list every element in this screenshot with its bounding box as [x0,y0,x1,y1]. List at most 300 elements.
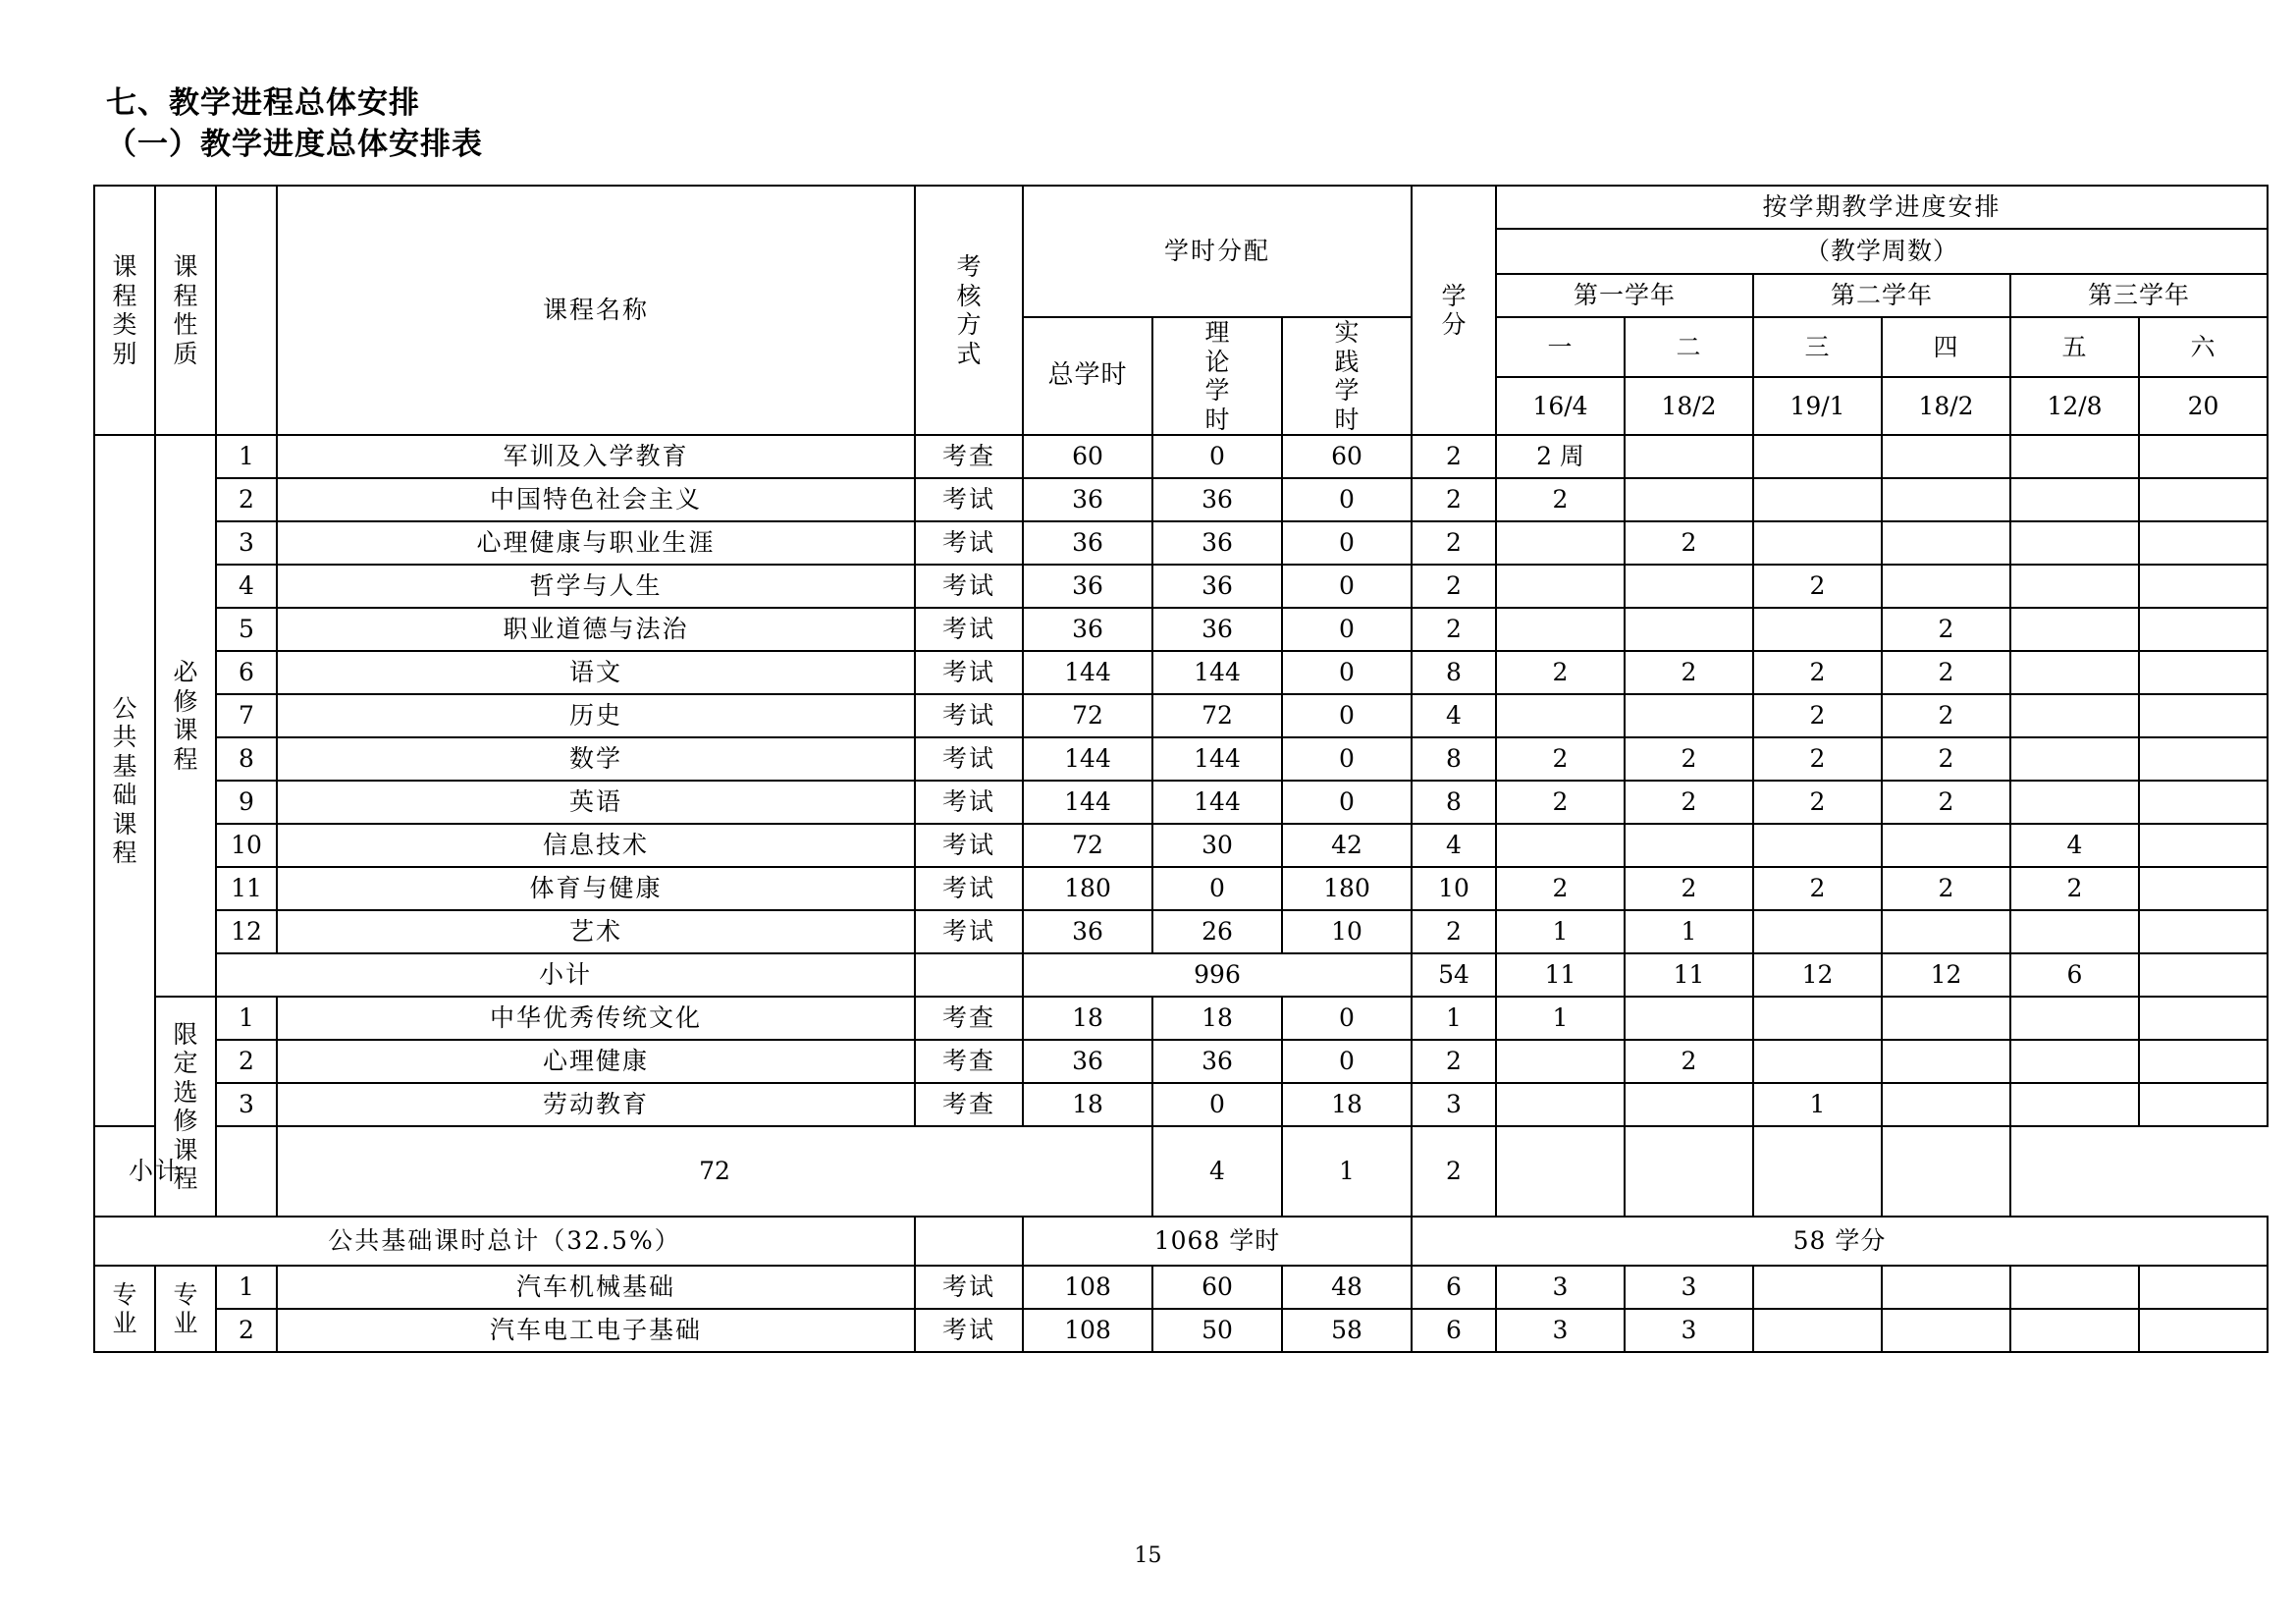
hours-theory: 144 [1152,781,1282,824]
table-row [94,565,2268,608]
grand-total-assessment-empty [915,1217,1023,1266]
table-body [94,186,2268,1352]
semester-2 [1625,565,1753,608]
semester-2 [1625,694,1753,737]
subtotal-assessment-empty [915,953,1023,997]
semester-5 [2010,651,2139,694]
header-index [216,186,277,435]
table-row [94,435,2268,478]
course-name: 中国特色社会主义 [277,478,915,521]
header-semester-2: 二 [1625,317,1753,377]
cell-nature-required: 必 修 课 程 [155,435,216,997]
semester-4 [1882,1309,2010,1352]
row-index: 3 [216,521,277,565]
header-schedule-subtitle: （教学周数） [1496,229,2268,274]
header-year-2: 第二学年 [1753,274,2010,317]
hours-practice: 0 [1282,478,1412,521]
hours-practice: 0 [1282,1040,1412,1083]
row-index: 4 [216,565,277,608]
hours-practice: 60 [1282,435,1412,478]
semester-1 [1496,521,1625,565]
subtotal-semester-1: 1 [1282,1126,1412,1217]
semester-5 [2010,1040,2139,1083]
subtotal-semester-6 [1882,1126,2010,1217]
semester-2: 2 [1625,781,1753,824]
semester-5 [2010,435,2139,478]
row-index: 8 [216,737,277,781]
assessment-method: 考查 [915,435,1023,478]
semester-6 [2139,1040,2268,1083]
semester-3 [1753,521,1882,565]
semester-5 [2010,608,2139,651]
hours-total: 108 [1023,1309,1152,1352]
hours-theory: 18 [1152,997,1282,1040]
course-name: 劳动教育 [277,1083,915,1126]
table-row [94,997,2268,1040]
semester-2: 3 [1625,1309,1753,1352]
subtotal-credits: 54 [1412,953,1496,997]
semester-3 [1753,478,1882,521]
table-row [94,1083,2268,1126]
table-row [94,478,2268,521]
header-weeks-2: 18/2 [1625,377,1753,435]
course-name: 英语 [277,781,915,824]
semester-6 [2139,478,2268,521]
semester-1: 3 [1496,1309,1625,1352]
semester-2: 2 [1625,737,1753,781]
table-row [94,1040,2268,1083]
credits: 3 [1412,1083,1496,1126]
semester-3 [1753,910,1882,953]
semester-2 [1625,435,1753,478]
row-index: 5 [216,608,277,651]
hours-theory: 36 [1152,608,1282,651]
hours-total: 36 [1023,521,1152,565]
hours-practice: 0 [1282,608,1412,651]
assessment-method: 考试 [915,910,1023,953]
row-index: 9 [216,781,277,824]
credits: 8 [1412,651,1496,694]
semester-3: 2 [1753,651,1882,694]
table-row [94,694,2268,737]
hours-total: 18 [1023,997,1152,1040]
assessment-method: 考试 [915,521,1023,565]
subtotal-credits: 4 [1152,1126,1282,1217]
semester-6 [2139,737,2268,781]
credits: 1 [1412,997,1496,1040]
semester-5 [2010,1309,2139,1352]
page-number: 15 [1134,1543,1162,1568]
semester-1 [1496,1083,1625,1126]
hours-theory: 72 [1152,694,1282,737]
credits: 2 [1412,910,1496,953]
credits: 2 [1412,478,1496,521]
credits: 6 [1412,1266,1496,1309]
course-name: 信息技术 [277,824,915,867]
semester-3 [1753,435,1882,478]
semester-5 [2010,910,2139,953]
assessment-method: 考查 [915,1083,1023,1126]
semester-3 [1753,608,1882,651]
course-name: 语文 [277,651,915,694]
assessment-method: 考试 [915,694,1023,737]
semester-3: 2 [1753,867,1882,910]
credits: 10 [1412,867,1496,910]
table-row [94,867,2268,910]
hours-practice: 0 [1282,781,1412,824]
semester-6 [2139,694,2268,737]
semester-2: 2 [1625,651,1753,694]
header-weeks-6: 20 [2139,377,2268,435]
semester-2: 2 [1625,1040,1753,1083]
semester-3 [1753,997,1882,1040]
assessment-method: 考试 [915,608,1023,651]
semester-2 [1625,1083,1753,1126]
hours-practice: 0 [1282,565,1412,608]
credits: 8 [1412,781,1496,824]
credits: 6 [1412,1309,1496,1352]
credits: 2 [1412,435,1496,478]
assessment-method: 考试 [915,824,1023,867]
semester-5 [2010,781,2139,824]
course-name: 军训及入学教育 [277,435,915,478]
course-name: 体育与健康 [277,867,915,910]
credits: 4 [1412,694,1496,737]
semester-3 [1753,1266,1882,1309]
semester-6 [2139,435,2268,478]
semester-1: 2 [1496,478,1625,521]
hours-theory: 144 [1152,651,1282,694]
semester-1: 2 周 [1496,435,1625,478]
semester-1 [1496,608,1625,651]
header-semester-3: 三 [1753,317,1882,377]
course-name: 哲学与人生 [277,565,915,608]
row-index: 1 [216,997,277,1040]
grand-total-label: 公共基础课时总计（32.5%） [94,1217,915,1266]
semester-6 [2139,867,2268,910]
semester-3: 2 [1753,737,1882,781]
curriculum-schedule-table [93,185,2269,1353]
hours-practice: 0 [1282,521,1412,565]
semester-5 [2010,694,2139,737]
header-row-1 [94,186,2268,229]
semester-1: 2 [1496,781,1625,824]
subtotal-row-limited-elective [94,1126,2268,1217]
header-hours-group: 学时分配 [1023,186,1412,317]
semester-3: 2 [1753,694,1882,737]
heading-block [106,82,1284,165]
subtotal-semester-6 [2139,953,2268,997]
subtotal-semester-2: 11 [1625,953,1753,997]
semester-6 [2139,565,2268,608]
row-index: 1 [216,435,277,478]
header-credits: 学 分 [1412,186,1496,435]
semester-4 [1882,1040,2010,1083]
cell-nature-major: 专 业 [155,1266,216,1352]
course-name: 汽车电工电子基础 [277,1309,915,1352]
grand-total-row [94,1217,2268,1266]
hours-theory: 144 [1152,737,1282,781]
assessment-method: 考查 [915,1040,1023,1083]
semester-3: 1 [1753,1083,1882,1126]
assessment-method: 考查 [915,997,1023,1040]
hours-total: 144 [1023,781,1152,824]
semester-4 [1882,824,2010,867]
table-row [94,1266,2268,1309]
hours-theory: 36 [1152,521,1282,565]
semester-5 [2010,997,2139,1040]
section-heading: 七、教学进程总体安排 [106,85,420,121]
header-year-1: 第一学年 [1496,274,1753,317]
semester-4: 2 [1882,608,2010,651]
hours-theory: 0 [1152,435,1282,478]
assessment-method: 考试 [915,867,1023,910]
course-name: 历史 [277,694,915,737]
course-name: 心理健康 [277,1040,915,1083]
hours-practice: 0 [1282,651,1412,694]
row-index: 11 [216,867,277,910]
hours-total: 36 [1023,1040,1152,1083]
table-row [94,608,2268,651]
hours-theory: 50 [1152,1309,1282,1352]
subtotal-semester-4 [1625,1126,1753,1217]
semester-1 [1496,1040,1625,1083]
cell-nature-limited-elective: 限 定 选 修 课 程 [155,997,216,1217]
semester-3: 2 [1753,565,1882,608]
row-index: 2 [216,478,277,521]
semester-5 [2010,1266,2139,1309]
hours-practice: 0 [1282,997,1412,1040]
subtotal-row-required [94,953,2268,997]
header-semester-1: 一 [1496,317,1625,377]
hours-total: 36 [1023,478,1152,521]
hours-practice: 48 [1282,1266,1412,1309]
semester-4: 2 [1882,737,2010,781]
row-index: 2 [216,1040,277,1083]
hours-practice: 10 [1282,910,1412,953]
header-weeks-4: 18/2 [1882,377,2010,435]
subtotal-label: 小计 [94,1126,216,1217]
semester-6 [2139,608,2268,651]
semester-5: 2 [2010,867,2139,910]
semester-4 [1882,565,2010,608]
semester-1: 2 [1496,867,1625,910]
hours-theory: 26 [1152,910,1282,953]
semester-3 [1753,824,1882,867]
semester-5: 4 [2010,824,2139,867]
hours-practice: 58 [1282,1309,1412,1352]
assessment-method: 考试 [915,651,1023,694]
row-index: 7 [216,694,277,737]
hours-total: 180 [1023,867,1152,910]
header-semester-6: 六 [2139,317,2268,377]
credits: 2 [1412,608,1496,651]
hours-theory: 36 [1152,1040,1282,1083]
grand-total-credits: 58 学分 [1412,1217,2268,1266]
semester-1: 2 [1496,737,1625,781]
semester-6 [2139,1083,2268,1126]
semester-1: 3 [1496,1266,1625,1309]
semester-6 [2139,997,2268,1040]
hours-total: 36 [1023,910,1152,953]
semester-5 [2010,1083,2139,1126]
semester-3 [1753,1040,1882,1083]
assessment-method: 考试 [915,478,1023,521]
semester-1: 1 [1496,997,1625,1040]
semester-3 [1753,1309,1882,1352]
hours-total: 72 [1023,694,1152,737]
header-assessment: 考 核 方 式 [915,186,1023,435]
semester-3: 2 [1753,781,1882,824]
row-index: 12 [216,910,277,953]
subtotal-hours: 996 [1023,953,1412,997]
credits: 4 [1412,824,1496,867]
semester-5 [2010,521,2139,565]
semester-4 [1882,997,2010,1040]
semester-6 [2139,1309,2268,1352]
semester-4: 2 [1882,867,2010,910]
cell-category-major: 专 业 [94,1266,155,1352]
assessment-method: 考试 [915,1309,1023,1352]
semester-4 [1882,435,2010,478]
semester-4: 2 [1882,781,2010,824]
table-row [94,737,2268,781]
subtotal-semester-2: 2 [1412,1126,1496,1217]
hours-total: 72 [1023,824,1152,867]
hours-theory: 0 [1152,1083,1282,1126]
hours-theory: 36 [1152,478,1282,521]
hours-total: 60 [1023,435,1152,478]
subtotal-semester-5 [1753,1126,1882,1217]
hours-theory: 30 [1152,824,1282,867]
header-weeks-5: 12/8 [2010,377,2139,435]
header-weeks-3: 19/1 [1753,377,1882,435]
semester-2: 2 [1625,867,1753,910]
subtotal-semester-4: 12 [1882,953,2010,997]
hours-theory: 0 [1152,867,1282,910]
hours-total: 144 [1023,651,1152,694]
assessment-method: 考试 [915,781,1023,824]
assessment-method: 考试 [915,565,1023,608]
subsection-heading: （一）教学进度总体安排表 [106,127,483,162]
hours-practice: 18 [1282,1083,1412,1126]
course-name: 职业道德与法治 [277,608,915,651]
subtotal-semester-3 [1496,1126,1625,1217]
semester-2 [1625,997,1753,1040]
row-index: 1 [216,1266,277,1309]
assessment-method: 考试 [915,1266,1023,1309]
credits: 2 [1412,1040,1496,1083]
course-name: 艺术 [277,910,915,953]
semester-1: 2 [1496,651,1625,694]
hours-practice: 180 [1282,867,1412,910]
hours-theory: 36 [1152,565,1282,608]
assessment-method: 考试 [915,737,1023,781]
semester-6 [2139,1266,2268,1309]
row-index: 3 [216,1083,277,1126]
table-row [94,651,2268,694]
semester-4 [1882,521,2010,565]
header-semester-4: 四 [1882,317,2010,377]
course-name: 中华优秀传统文化 [277,997,915,1040]
header-course-category: 课 程 类 别 [94,186,155,435]
row-index: 10 [216,824,277,867]
hours-theory: 60 [1152,1266,1282,1309]
semester-1 [1496,565,1625,608]
table-row [94,781,2268,824]
hours-total: 108 [1023,1266,1152,1309]
table-row [94,910,2268,953]
hours-practice: 0 [1282,694,1412,737]
subtotal-semester-5: 6 [2010,953,2139,997]
hours-total: 36 [1023,608,1152,651]
subtotal-assessment-empty [216,1126,277,1217]
row-index: 6 [216,651,277,694]
semester-1: 1 [1496,910,1625,953]
semester-2 [1625,478,1753,521]
table-row [94,824,2268,867]
credits: 8 [1412,737,1496,781]
course-name: 汽车机械基础 [277,1266,915,1309]
semester-2 [1625,824,1753,867]
hours-practice: 42 [1282,824,1412,867]
semester-2: 3 [1625,1266,1753,1309]
semester-4: 2 [1882,694,2010,737]
hours-practice: 0 [1282,737,1412,781]
semester-5 [2010,565,2139,608]
semester-4 [1882,478,2010,521]
semester-2: 2 [1625,521,1753,565]
grand-total-hours: 1068 学时 [1023,1217,1412,1266]
semester-4 [1882,1266,2010,1309]
semester-6 [2139,824,2268,867]
subtotal-hours: 72 [277,1126,1152,1217]
header-hours-practice: 实 践 学 时 [1282,317,1412,435]
hours-total: 18 [1023,1083,1152,1126]
semester-4: 2 [1882,651,2010,694]
semester-1 [1496,824,1625,867]
header-weeks-1: 16/4 [1496,377,1625,435]
semester-5 [2010,478,2139,521]
subtotal-label: 小计 [216,953,915,997]
course-name: 心理健康与职业生涯 [277,521,915,565]
semester-6 [2139,521,2268,565]
course-name: 数学 [277,737,915,781]
cell-category-public: 公 共 基 础 课 程 [94,435,155,1126]
subtotal-semester-1: 11 [1496,953,1625,997]
subtotal-semester-3: 12 [1753,953,1882,997]
semester-4 [1882,1083,2010,1126]
header-semester-5: 五 [2010,317,2139,377]
semester-1 [1496,694,1625,737]
hours-total: 144 [1023,737,1152,781]
semester-6 [2139,651,2268,694]
header-hours-total: 总学时 [1023,317,1152,435]
header-schedule-group: 按学期教学进度安排 [1496,186,2268,229]
header-course-name: 课程名称 [277,186,915,435]
semester-5 [2010,737,2139,781]
hours-total: 36 [1023,565,1152,608]
row-index: 2 [216,1309,277,1352]
header-course-nature: 课 程 性 质 [155,186,216,435]
table-row [94,1309,2268,1352]
semester-6 [2139,781,2268,824]
semester-4 [1882,910,2010,953]
semester-2 [1625,608,1753,651]
semester-6 [2139,910,2268,953]
credits: 2 [1412,521,1496,565]
header-hours-theory: 理 论 学 时 [1152,317,1282,435]
